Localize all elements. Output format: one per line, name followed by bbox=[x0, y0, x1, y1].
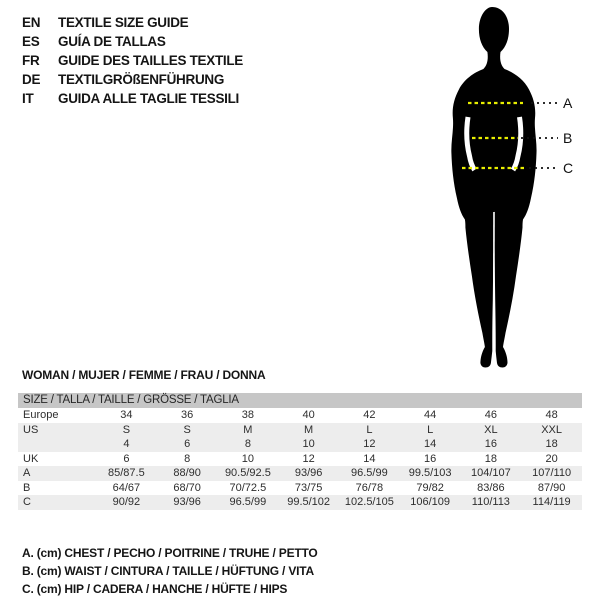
language-code: ES bbox=[22, 34, 40, 49]
language-row bbox=[22, 13, 243, 32]
row-label: UK bbox=[23, 452, 39, 465]
legend-line: C. (cm) HIP / CADERA / HANCHE / HÜFTE / HIPS bbox=[22, 582, 288, 596]
table-cell: 114/119 bbox=[532, 496, 571, 508]
row-label: B bbox=[23, 481, 31, 494]
language-row bbox=[22, 51, 243, 70]
table-cell: 68/70 bbox=[173, 481, 201, 494]
table-cell: 16 bbox=[484, 438, 497, 450]
language-code: DE bbox=[22, 72, 41, 87]
table-cell: 8 bbox=[184, 452, 191, 465]
table-title: WOMAN / MUJER / FEMME / FRAU / DONNA bbox=[22, 368, 266, 382]
table-cell: 48 bbox=[545, 409, 558, 421]
size-table-header: SIZE / TALLA / TAILLE / GRÖSSE / TAGLIA bbox=[18, 393, 582, 408]
row-label: C bbox=[23, 496, 31, 508]
table-cell: 14 bbox=[363, 452, 376, 465]
size-table bbox=[18, 393, 582, 510]
table-cell: L bbox=[427, 423, 434, 436]
table-row bbox=[18, 495, 582, 510]
table-cell: 99.5/103 bbox=[408, 467, 452, 479]
language-label: GUÍA DE TALLAS bbox=[58, 34, 166, 49]
row-label bbox=[18, 437, 96, 452]
table-cell: 79/82 bbox=[416, 481, 444, 494]
table-cell: M bbox=[243, 423, 253, 436]
table-cell: 85/87.5 bbox=[108, 467, 145, 479]
table-cell: S bbox=[122, 423, 131, 436]
table-cell: 83/86 bbox=[477, 481, 505, 494]
table-cell: L bbox=[366, 423, 373, 436]
language-code: EN bbox=[22, 15, 41, 30]
size-table-rows bbox=[18, 408, 582, 510]
language-row bbox=[22, 32, 243, 51]
woman-silhouette-svg bbox=[410, 2, 590, 374]
table-cell: 8 bbox=[244, 438, 251, 450]
table-cell: 96.5/99 bbox=[229, 496, 267, 508]
table-cell: 10 bbox=[241, 452, 254, 465]
table-cell: 38 bbox=[241, 409, 254, 421]
language-label: TEXTILGRÖßENFÜHRUNG bbox=[58, 72, 225, 87]
table-cell: 106/109 bbox=[410, 496, 450, 508]
table-cell: 90.5/92.5 bbox=[224, 467, 271, 479]
table-cell: 46 bbox=[484, 409, 497, 421]
table-cell: 96.5/99 bbox=[351, 467, 388, 479]
marker-label-b: B bbox=[563, 130, 573, 146]
table-cell: 64/67 bbox=[112, 481, 141, 494]
table-cell: 102.5/105 bbox=[344, 496, 394, 508]
table-cell: 20 bbox=[545, 452, 558, 465]
table-cell: 10 bbox=[302, 438, 315, 450]
table-cell: 99.5/102 bbox=[287, 496, 331, 508]
table-cell: 12 bbox=[302, 452, 315, 465]
table-row bbox=[18, 481, 582, 496]
table-cell: 12 bbox=[363, 438, 376, 450]
table-row bbox=[18, 408, 582, 423]
language-code: FR bbox=[22, 53, 40, 68]
language-label: TEXTILE SIZE GUIDE bbox=[58, 15, 189, 30]
table-cell: 93/96 bbox=[294, 467, 323, 479]
table-row bbox=[18, 423, 582, 438]
table-cell: 88/90 bbox=[173, 467, 201, 479]
table-cell: 87/90 bbox=[537, 481, 566, 494]
table-cell: 36 bbox=[181, 409, 194, 421]
table-cell: M bbox=[304, 423, 314, 436]
row-label: Europe bbox=[23, 409, 59, 421]
woman-figure bbox=[410, 2, 590, 374]
language-title-list bbox=[22, 13, 243, 108]
row-label: A bbox=[23, 467, 31, 479]
table-cell: 6 bbox=[184, 438, 191, 450]
table-cell: 90/92 bbox=[112, 496, 141, 508]
table-cell: 44 bbox=[424, 409, 437, 421]
table-cell: 104/107 bbox=[470, 467, 511, 479]
measurement-legend bbox=[22, 544, 318, 598]
row-label: US bbox=[23, 423, 39, 436]
language-code: IT bbox=[22, 91, 34, 106]
table-cell: 110/113 bbox=[471, 496, 510, 508]
table-cell: 14 bbox=[424, 438, 437, 450]
language-label: GUIDA ALLE TAGLIE TESSILI bbox=[58, 91, 239, 106]
language-row bbox=[22, 89, 243, 108]
language-row bbox=[22, 70, 243, 89]
table-row bbox=[18, 452, 582, 467]
table-cell: 42 bbox=[363, 409, 376, 421]
marker-label-a: A bbox=[563, 95, 573, 111]
table-cell: 16 bbox=[424, 452, 437, 465]
table-cell: 73/75 bbox=[294, 481, 323, 494]
marker-label-c: C bbox=[563, 160, 574, 176]
legend-line: A. (cm) CHEST / PECHO / POITRINE / TRUHE / PETTO bbox=[22, 546, 318, 560]
table-cell: 18 bbox=[484, 452, 497, 465]
language-label: GUIDE DES TAILLES TEXTILE bbox=[58, 53, 244, 68]
legend-line: B. (cm) WAIST / CINTURA / TAILLE / HÜFTUNG / VITA bbox=[22, 564, 314, 578]
table-row bbox=[18, 437, 582, 452]
table-cell: XXL bbox=[541, 423, 563, 436]
table-cell: 18 bbox=[545, 438, 558, 450]
table-cell: 4 bbox=[123, 438, 130, 450]
table-cell: 6 bbox=[123, 452, 130, 465]
table-cell: 40 bbox=[302, 409, 315, 421]
table-cell: 107/110 bbox=[532, 467, 572, 479]
table-cell: 93/96 bbox=[173, 496, 201, 508]
table-cell: 76/78 bbox=[355, 481, 384, 494]
table-cell: 34 bbox=[120, 409, 133, 421]
table-cell: 70/72.5 bbox=[229, 481, 267, 494]
table-cell: S bbox=[183, 423, 191, 436]
table-row bbox=[18, 466, 582, 481]
table-cell: XL bbox=[484, 423, 498, 436]
